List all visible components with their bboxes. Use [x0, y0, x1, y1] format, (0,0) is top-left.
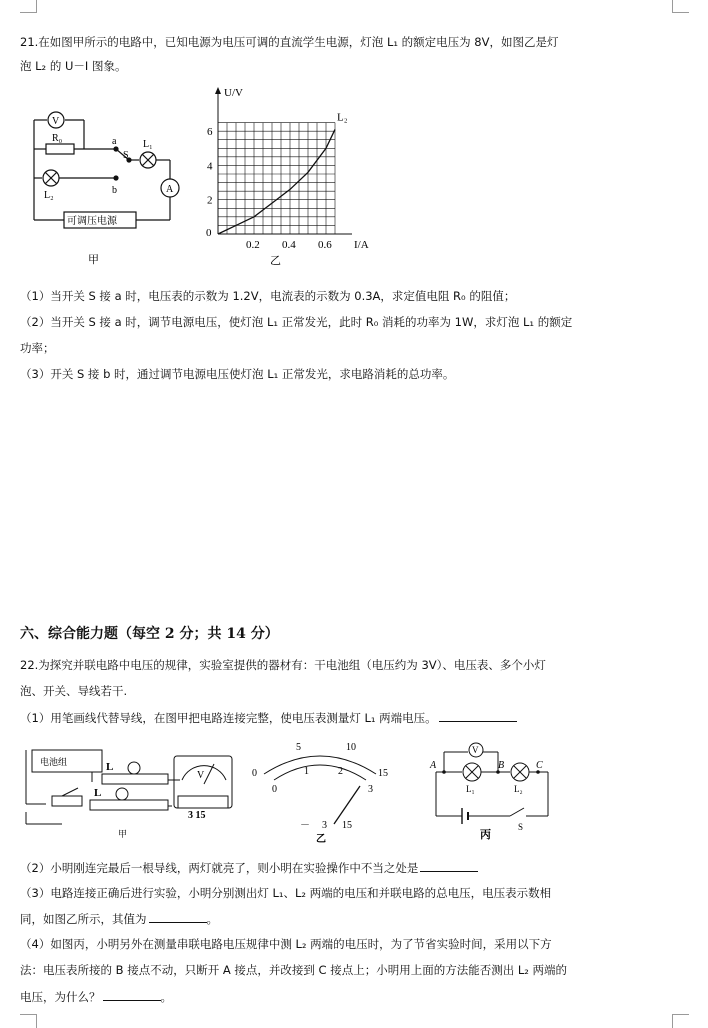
dial-caption: 乙: [316, 834, 326, 844]
section6-heading: 六、综合能力题（每空 2 分；共 14 分）: [20, 626, 279, 642]
series-lamp2-label: L₂: [514, 784, 523, 794]
chart-x-axis-label: I/A: [354, 239, 369, 251]
q21-ui-chart: [196, 82, 396, 270]
fig-a-terminal-labels: 3 15: [188, 810, 206, 821]
series-switch: [510, 808, 524, 816]
q22-part4-line2: 法：电压表所接的 B 接点不动，只断开 A 接点，并改接到 C 接点上；小明用上面的方法能否测出 L₂ 两端的: [20, 963, 568, 977]
resistor-label: R₀: [52, 133, 63, 144]
q21-circuit-diagram: [24, 100, 194, 270]
contact-a-label: a: [112, 136, 117, 147]
dial-arc-inner: [274, 765, 366, 780]
chart-series-label-l2: L₂: [337, 111, 348, 124]
chart-x-tick-label: 0.2: [246, 239, 260, 251]
chart-x-tick-label: 0.6: [318, 239, 332, 251]
lamp1-label: L₁: [143, 139, 153, 150]
fig-a-meter-label: V: [197, 770, 205, 781]
q21-part2-line1: （2）当开关 S 接 a 时，调节电源电压，使灯泡 L₁ 正常发光，此时 R₀ 消耗的功率为 1W，求灯泡 L₁ 的额定: [20, 315, 573, 329]
fig-a-caption: 甲: [118, 829, 128, 839]
chart-y-arrow: [215, 87, 221, 94]
answer-blank-1[interactable]: [439, 709, 517, 722]
dial-top-10: 10: [346, 742, 356, 753]
chart-series-line-l2: [218, 129, 335, 234]
dial-top-0: 0: [252, 768, 257, 779]
lamp2-base: [90, 800, 168, 810]
switch-base: [52, 796, 82, 806]
dial-bottom-2: 2: [338, 766, 343, 777]
q22-intro-line1: 22.为探究并联电路中电压的规律，实验室提供的器材有：干电池组（电压约为 3V）、电压表、多个小灯: [20, 658, 546, 672]
q21-part1: （1）当开关 S 接 a 时，电压表的示数为 1.2V，电流表的示数为 0.3A，求定值电阻 R₀ 的阻值；: [20, 289, 516, 303]
dial-pointer: [334, 786, 360, 824]
chart-origin-label: 0: [206, 227, 212, 239]
circuit-caption: 甲: [88, 254, 99, 266]
q21-intro-line2: 泡 L₂ 的 U－I 图象。: [20, 59, 127, 73]
battery-label: 电池组: [40, 757, 68, 767]
q22-apparatus-figure: [22, 738, 254, 842]
contact-b-label: b: [112, 185, 117, 196]
point-b-label: B: [498, 760, 505, 771]
lamp2-label: L₂: [44, 190, 54, 201]
q21-part3: （3）开关 S 接 b 时，通过调节电源电压使灯泡 L₁ 正常发光，求电路消耗的总功率。: [20, 367, 455, 381]
dial-terminal-15: 15: [342, 820, 352, 831]
dial-bottom-3: 3: [368, 784, 373, 795]
corner-mark-top-left: [20, 0, 37, 13]
q22-voltmeter-dial: [250, 736, 390, 844]
series-caption: 丙: [480, 829, 491, 841]
q21-intro-line1: 21.在如图甲所示的电路中，已知电源为电压可调的直流学生电源，灯泡 L₁ 的额定电压为 8V，如图乙是灯: [20, 35, 559, 49]
q22-part3-line2: 同，如图乙所示，其值为 。: [20, 912, 218, 926]
power-supply-label: 可调压电源: [67, 216, 117, 227]
chart-x-tick-label: 0.4: [282, 239, 296, 251]
corner-mark-top-right: [672, 0, 689, 13]
dial-top-5: 5: [296, 742, 301, 753]
corner-mark-bottom-right: [672, 1014, 689, 1028]
voltmeter-terminals: [178, 796, 228, 808]
point-c-label: C: [536, 760, 543, 771]
q22-part1-text: （1）用笔画线代替导线，在图甲把电路连接完整，使电压表测量灯 L₁ 两端电压。: [20, 711, 437, 725]
q22-part4-line3-text: 电压，为什么？: [20, 990, 101, 1004]
q22-series-circuit: [426, 738, 566, 842]
q22-part4-line3: 电压，为什么？ 。: [20, 990, 172, 1004]
answer-blank-2[interactable]: [420, 859, 478, 872]
q21-part2-line2: 功率；: [20, 341, 55, 355]
q22-part3-line1: （3）电路连接正确后进行实验，小明分别测出灯 L₁、L₂ 两端的电压和并联电路的总电压，电压表示数相: [20, 886, 552, 900]
resistor-r0: [46, 144, 74, 154]
lamp1-bulb-icon: [128, 762, 140, 774]
series-lamp1-label: L₁: [466, 784, 475, 794]
series-voltmeter-label: V: [472, 745, 479, 755]
series-switch-label: S: [518, 822, 524, 832]
corner-mark-bottom-left: [20, 1014, 37, 1028]
chart-y-tick-label: 6: [207, 126, 213, 139]
dial-terminal-minus: －: [300, 820, 310, 831]
dial-terminal-3: 3: [322, 820, 327, 831]
voltmeter-body: [174, 756, 232, 808]
fig-a-lamp1-label: L: [106, 761, 114, 773]
chart-y-axis-label: U/V: [224, 87, 243, 99]
lamp2-bulb-icon: [116, 788, 128, 800]
switch-label: S: [123, 150, 129, 161]
dial-bottom-0: 0: [272, 784, 277, 795]
dial-bottom-1: 1: [304, 766, 309, 777]
point-a-label: A: [430, 760, 437, 771]
voltmeter-label: V: [52, 116, 60, 127]
q22-part2-text: （2）小明刚连完最后一根导线，两灯就亮了，则小明在实验操作中不当之处是: [20, 861, 419, 875]
chart-y-tick-label: 2: [207, 194, 213, 207]
q22-part3-line2-text: 同，如图乙所示，其值为: [20, 912, 147, 926]
lamp1-base: [102, 774, 168, 784]
dial-top-15: 15: [378, 768, 388, 779]
q22-intro-line2: 泡、开关、导线若干.: [20, 684, 128, 698]
ammeter-label: A: [166, 184, 174, 195]
answer-blank-3[interactable]: [149, 910, 207, 923]
answer-blank-4[interactable]: [103, 988, 161, 1001]
chart-caption: 乙: [270, 255, 281, 267]
chart-y-tick-label: 4: [207, 160, 213, 173]
q22-part4-line1: （4）如图丙，小明另外在测量串联电路电压规律中测 L₂ 两端的电压时，为了节省实验时间，采用以下方: [20, 937, 552, 951]
q22-part1: [20, 709, 690, 726]
fig-a-lamp2-label: L: [94, 787, 102, 799]
q22-part2: [20, 859, 690, 876]
